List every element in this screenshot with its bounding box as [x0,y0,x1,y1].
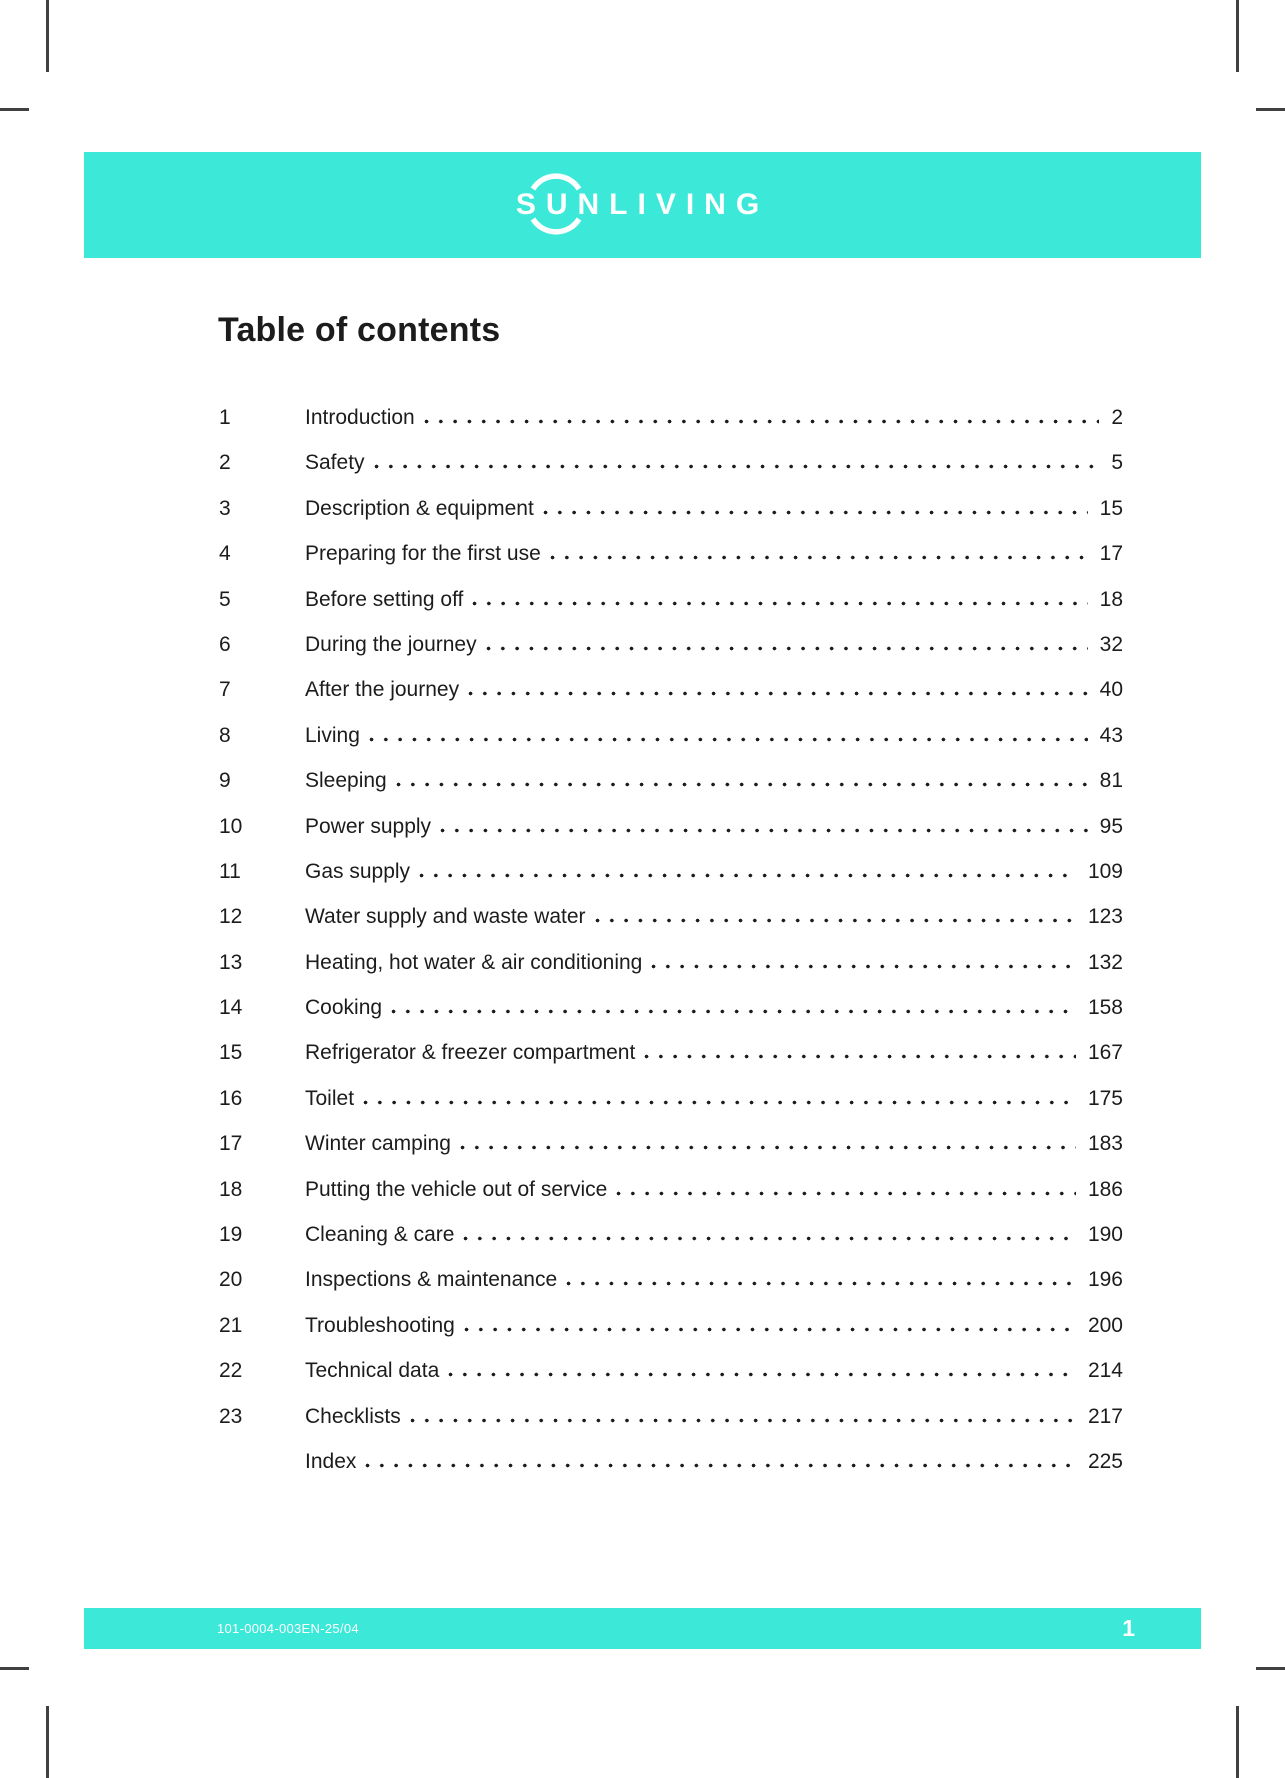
toc-entry-page: 43 [1099,723,1123,747]
toc-row [219,985,1123,1030]
toc-entry-number: 2 [219,451,231,475]
toc-row [219,758,1123,803]
toc-entry-number: 13 [219,950,243,974]
toc-row [219,395,1123,440]
toc-entry-number: 11 [219,859,241,883]
crop-mark-top-left-vertical [46,0,49,72]
toc-entry-page: 17 [1099,542,1123,566]
toc-leader-dots [566,1281,1076,1286]
toc-entry-number: 4 [219,542,231,566]
toc-entry-number: 8 [219,723,231,747]
toc-row [219,940,1123,985]
crop-mark-top-right-horizontal [1256,108,1285,111]
toc-entry-page: 123 [1087,905,1123,929]
toc-entry-page: 40 [1099,678,1123,702]
toc-leader-dots [363,1100,1076,1105]
toc-entry-number: 23 [219,1404,243,1428]
toc-entry-title: Before setting off [305,587,464,611]
toc-leader-dots [472,601,1087,606]
toc-row [219,667,1123,712]
toc-entry-number: 16 [219,1086,243,1110]
toc-entry-title: Water supply and waste water [305,905,586,929]
crop-mark-bottom-right-horizontal [1256,1667,1285,1670]
toc-entry-number: 1 [219,406,231,429]
toc-entry-number: 21 [219,1313,243,1337]
toc-entry-page: 196 [1087,1268,1123,1292]
toc-list [219,395,1123,1484]
toc-entry-title: Introduction [305,406,415,429]
toc-leader-dots [464,1327,1076,1332]
toc-leader-dots [419,873,1076,878]
toc-entry-page: 158 [1087,996,1123,1020]
toc-entry-title: Cooking [305,996,383,1020]
toc-row [219,1167,1123,1212]
toc-entry-title: Description & equipment [305,496,534,520]
page-title: Table of contents [218,311,501,349]
toc-row [219,440,1123,485]
toc-row [219,894,1123,939]
toc-leader-dots [374,464,1100,469]
toc-row [219,577,1123,622]
toc-entry-title: Heating, hot water & air conditioning [305,950,643,974]
toc-entry-page: 186 [1087,1177,1123,1201]
toc-row [219,1303,1123,1348]
toc-row [219,531,1123,576]
toc-row [219,1394,1123,1439]
toc-leader-dots [365,1463,1076,1468]
toc-entry-title: Sleeping [305,769,387,793]
toc-leader-dots [616,1191,1076,1196]
toc-leader-dots [651,964,1076,969]
toc-entry-number: 17 [219,1132,243,1156]
toc-entry-page: 15 [1099,496,1123,520]
toc-leader-dots [460,1145,1076,1150]
toc-row [219,1257,1123,1302]
toc-row [219,713,1123,758]
crop-mark-top-right-vertical [1236,0,1239,72]
toc-entry-number: 12 [219,905,243,929]
toc-entry-title: Safety [305,451,365,475]
toc-entry-number: 15 [219,1041,243,1065]
crop-mark-top-left-horizontal [0,108,29,111]
brand-logo [516,190,769,220]
toc-leader-dots [410,1418,1076,1423]
toc-leader-dots [486,646,1088,651]
toc-row [219,1348,1123,1393]
header-band [84,152,1201,258]
footer-band [84,1608,1201,1649]
toc-leader-dots [396,782,1088,787]
toc-entry-page: 190 [1087,1223,1123,1247]
page-number: 1 [1122,1615,1135,1641]
toc-entry-page: 18 [1099,587,1123,611]
toc-entry-number: 3 [219,496,231,520]
toc-entry-number: 7 [219,678,231,702]
toc-entry-page: 214 [1087,1359,1123,1383]
toc-leader-dots [550,555,1088,560]
toc-leader-dots [369,737,1088,742]
toc-leader-dots [448,1372,1076,1377]
toc-entry-page: 167 [1087,1041,1123,1065]
toc-entry-page: 200 [1087,1313,1123,1337]
toc-entry-title: Troubleshooting [305,1313,455,1337]
toc-entry-number: 6 [219,632,231,656]
toc-leader-dots [440,828,1088,833]
toc-entry-title: Power supply [305,814,432,838]
toc-leader-dots [595,918,1076,923]
crop-mark-bottom-left-horizontal [0,1667,29,1670]
toc-leader-dots [644,1054,1076,1059]
toc-entry-page: 32 [1099,632,1123,656]
toc-entry-title: Inspections & maintenance [305,1268,558,1292]
toc-entry-number: 22 [219,1359,243,1383]
toc-leader-dots [424,419,1100,424]
toc-entry-page: 217 [1087,1404,1123,1428]
brand-text: SUNLIVING [515,188,770,221]
toc-entry-title: During the journey [305,632,477,656]
document-code: 101-0004-003EN-25/04 [217,1621,359,1636]
toc-row [219,804,1123,849]
toc-entry-number: 18 [219,1177,243,1201]
toc-row [219,486,1123,531]
toc-leader-dots [391,1009,1076,1014]
toc-leader-dots [543,510,1088,515]
toc-entry-title: Preparing for the first use [305,542,541,566]
toc-row [219,849,1123,894]
toc-entry-number: 20 [219,1268,243,1292]
toc-entry-title: Index [305,1449,357,1473]
toc-entry-title: Technical data [305,1359,440,1383]
toc-entry-title: Living [305,723,360,747]
toc-entry-page: 2 [1111,406,1123,429]
crop-mark-bottom-right-vertical [1236,1706,1239,1778]
toc-entry-number: 19 [219,1223,243,1247]
toc-row [219,1439,1123,1484]
toc-entry-title: Gas supply [305,859,411,883]
toc-leader-dots [468,691,1088,696]
toc-row [219,1076,1123,1121]
toc-entry-number: 5 [219,587,231,611]
toc-row [219,1121,1123,1166]
toc-entry-page: 225 [1087,1449,1123,1473]
toc-entry-page: 175 [1087,1086,1123,1110]
toc-entry-number: 14 [219,996,243,1020]
toc-entry-title: Refrigerator & freezer compartment [305,1041,636,1065]
toc-row [219,622,1123,667]
toc-entry-page: 132 [1087,950,1123,974]
toc-entry-title: Cleaning & care [305,1223,455,1247]
toc-entry-title: Winter camping [305,1132,451,1156]
toc-row [219,1030,1123,1075]
toc-leader-dots [463,1236,1076,1241]
toc-entry-number: 9 [219,769,231,793]
toc-entry-number: 10 [219,814,243,838]
toc-entry-page: 109 [1087,859,1123,883]
toc-entry-title: Putting the vehicle out of service [305,1177,608,1201]
toc-entry-page: 95 [1099,814,1123,838]
crop-mark-bottom-left-vertical [46,1706,49,1778]
toc-entry-title: After the journey [305,678,460,702]
toc-entry-title: Toilet [305,1086,355,1110]
toc-row [219,1212,1123,1257]
toc-entry-page: 81 [1099,769,1123,793]
toc-entry-title: Checklists [305,1404,401,1428]
toc-entry-page: 183 [1087,1132,1123,1156]
toc-entry-page: 5 [1111,451,1123,475]
